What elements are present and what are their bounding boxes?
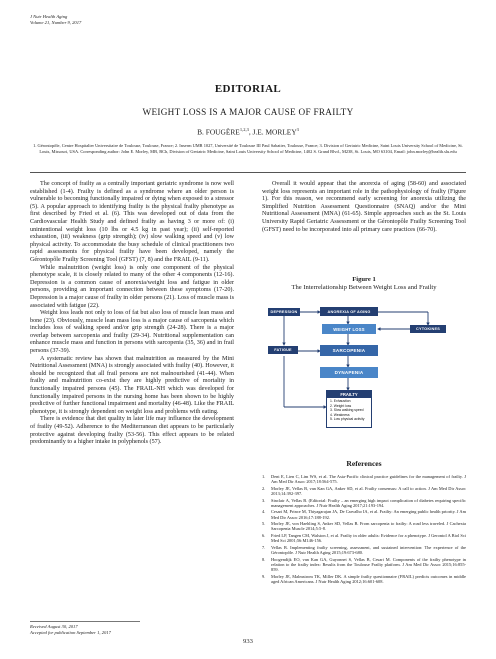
page-number: 933	[243, 638, 253, 645]
reference-text: Dent E, Lien C, Lim WS, et al. The Asia-Pacific clinical practice guidelines for the management of frailty. J Am Med Dir Assoc 2017;18:564-575.	[271, 474, 466, 485]
reference-item	[262, 521, 466, 531]
body-paragraph: While malnutrition (weight loss) is only one component of the physical phenotype scale, it is closely related to many of the other 4 components (12-16). Depression is a common cause of anorexia/weight loss and fatigue in older persons, providing an important connection between these symptoms (17-20). Depression is a major cause of frailty in older persons (21). Loss of muscle mass is associated with fatigue (22).	[30, 264, 234, 309]
article-title: WEIGHT LOSS IS A MAJOR CAUSE OF FRAILTY	[142, 107, 354, 117]
reference-number: 1.	[262, 474, 266, 479]
body-paragraph: There is evidence that diet quality in later life may influence the development of frailty (49-52). Adherence to the Mediterranean diet appears to be particularly protective against developing frailty (53-56). This effect appears to be related predominantly to a higher intake in polyphenols (57).	[30, 416, 234, 446]
author-separator: ,	[248, 127, 253, 137]
reference-item	[262, 509, 466, 519]
reference-text: Vellas B. Implementing frailty screening, assessment, and sustained intervention: The experience of the Gérontopôle. J Nutr Health Aging 2015;19:673-680.	[271, 544, 466, 555]
reference-number: 3.	[262, 497, 266, 503]
reference-text: Morley JE, Vellas B, van Kan GA, Anker SD, et al. Frailty consensus: A call to action. J Am Med Dir Assoc 2013;14:392-397.	[271, 485, 466, 496]
author-line	[0, 127, 496, 136]
body-paragraph: Overall it would appear that the anorexia of aging (58-60) and associated weight loss represents an important role in the pathophysiology of frailty (Figure 1). For this reason, we recommend early screening for anorexia utilizing the Simplified Nutrition Assessment Questionnaire (SNAQ) and/or the Mini Nutritional Assessment (MNA) (61-65). Simple approaches such as the St. Louis University Rapid Geriatric Assessment or the Gérontopôle Frailty Screening Tool (GFST) need to be incorporated into all primary care practices (66-70).	[262, 181, 466, 233]
body-paragraph: A systematic review has shown that malnutrition as measured by the Mini Nutritional Assessment (MNA) is strongly associated with frailty (40). However, it should be recognized that all frail persons are not malnourished (41-44). When frailty and malnutrition co-exist they are highly predictive of mortality in functionally impaired persons (45). The FRAIL-NH which was developed for functionally impaired persons in the nursing home has been shown to be highly predictive of further functional impairment and mortality (46-48). Like the FRAIL phenotype, it is strongly dependent on weight loss and problems with eating.	[30, 355, 234, 415]
left-column	[30, 181, 234, 447]
reference-text: Morley JE, von Haehling S, Anker SD, Vellas B. From sarcopenia to frailty: A road less traveled. J Cachexia Sarcopenia Muscle 2014;5:5-8.	[271, 521, 466, 532]
reference-number: 7.	[262, 544, 266, 550]
reference-item	[262, 474, 466, 484]
reference-item	[262, 557, 466, 573]
journal-name: J Nutr Health Aging	[30, 14, 68, 19]
reference-list	[262, 474, 466, 585]
node-depression: DEPRESSION	[268, 308, 300, 316]
node-weight-loss: WEIGHT LOSS	[322, 324, 376, 334]
right-column	[262, 181, 466, 234]
reference-item	[262, 486, 466, 496]
frailty-criterion: 3. Slow walking speed	[330, 408, 364, 413]
reference-text: Hoogendijk EO, van Kan GA, Guyonnet S, Vellas B, Cesari M. Components of the frailty phenotype in relation to the frailty index: Results from the Toulouse Frailty platform. J Am Med Dir Assoc 2015;16:855-859.	[271, 556, 466, 572]
header-divider	[30, 172, 466, 173]
reference-number: 9.	[262, 573, 266, 579]
node-fatigue: FATIGUE	[268, 346, 298, 354]
node-sarcopenia: SARCOPENIA	[320, 345, 378, 356]
journal-volume: Volume 21, Number 9, 2017	[30, 20, 82, 26]
figure-title	[262, 276, 466, 292]
node-anorexia: ANOREXIA OF AGING	[320, 307, 378, 316]
reference-text: Cesari M, Prince M, Thiyagarajan JA, De Carvalho IA, et al. Frailty: An emerging public health priority. J Am Med Dir Assoc 2016;17:188-192.	[271, 509, 466, 520]
author-1: B. FOUGÈRE	[197, 127, 240, 137]
reference-item	[262, 498, 466, 508]
reference-number: 6.	[262, 532, 266, 538]
received-note	[30, 621, 140, 636]
node-frailty	[326, 390, 372, 428]
section-label: EDITORIAL	[214, 83, 282, 95]
reference-item	[262, 545, 466, 555]
reference-number: 4.	[262, 509, 266, 515]
node-cytokines: CYTOKINES	[410, 325, 446, 333]
reference-number: 8.	[262, 556, 266, 562]
node-dynapenia: DYNAPENIA	[320, 367, 378, 378]
frailty-criteria	[327, 398, 371, 423]
reference-number: 2.	[262, 485, 266, 491]
journal-header	[30, 14, 81, 26]
figure-diagram	[262, 301, 466, 439]
author-2-affil: 3	[296, 127, 299, 132]
frailty-criterion: 4. Weakness	[330, 412, 350, 417]
references-heading: References	[346, 459, 382, 468]
author-2: J.E. MORLEY	[252, 127, 297, 137]
figure-label: Figure 1	[352, 276, 376, 283]
frailty-heading: FRAILTY	[327, 391, 371, 398]
received-date: Received August 30, 2017	[30, 624, 78, 629]
reference-number: 5.	[262, 521, 266, 527]
frailty-criterion: 5. Low physical activity	[330, 417, 365, 422]
reference-item	[262, 533, 466, 543]
accepted-date: Accepted for publication September 1, 2017	[30, 630, 111, 636]
figure-caption: The Interrelationship Between Weight Loss and Frailty	[291, 284, 437, 291]
affiliations: 1. Gérontopôle, Centre Hospitalier Universitaire de Toulouse, Toulouse, France; 2. Inserm UMR 1027, Université de Toulouse III Paul Sabatier, Toulouse, France; 3. Division of Geriatric Medicine, Saint Louis University School of Medicine, St. Louis, Missouri, USA. Corresponding author: John E. Morley, MB, BCh, Division of Geriatric Medicine, Saint Louis University School of Medicine, 1402 S. Grand Blvd., M238, St. Louis, MO 63104, Email: john.morley@health.slu.edu	[33, 143, 463, 154]
reference-item	[262, 574, 466, 584]
reference-text: Sinclair A, Vellas B. (Editorial: Frailty – an emerging high impact complication of diabetes requiring specific management approaches. J Nutr Health Aging 2017;21:193-194.	[271, 497, 466, 508]
reference-text: Fried LP, Tangen CM, Walston J, et al. Frailty in older adults: Evidence for a phenotype. J Gerontol A Biol Sci Med Sci 2001;56:M146-156.	[271, 532, 466, 544]
body-paragraph: Weight loss leads not only to loss of fat but also loss of muscle lean mass and bone (23). Obviously, muscle lean mass loss is a major cause of sarcopenia which includes loss of walking speed and/or grip strength (24-28). There is a major overlap between sarcopenia and frailty (29-34). Nutritional supplementation can enhance muscle mass and function in persons with sarcopenia (35, 36) and in frail persons (37-39).	[30, 310, 234, 355]
author-1-affil: 1,2,3	[239, 127, 249, 132]
frailty-criterion: 1. Exhaustion	[330, 399, 351, 403]
reference-text: Morley JE, Malmstrom TK, Miller DK. A simple frailty questionnaire (FRAIL) predicts outcomes in middle aged African Americans. J Nutr Health Aging 2012;16:601-608.	[271, 573, 466, 584]
body-paragraph: The concept of frailty as a centrally important geriatric syndrome is now well established (1-4). Frailty is defined as a syndrome where an older person is vulnerable to becoming functionally impaired or dying when exposed to a stressor (5). A popular approach to identifying frailty is the physical frailty phenotype as first described by Fried et al. (6). This was developed out of data from the Cardiovascular Health Study and defined frailty as having 3 or more of: (i) unintentional weight loss (10 lbs or 4.5 kg in past year); (ii) self-reported exhaustion, (iii) weakness (grip strength); (iv) slow walking speed and (v) low physical activity. To accommodate the busy schedule of clinical practitioners two rapid assessments for physical frailty have been developed, namely the Gérontopôle Frailty Screening Tool (GFST) (7, 8) and the FRAIL (9-11).	[30, 181, 234, 263]
frailty-criterion: 2. Weight loss	[330, 403, 352, 408]
